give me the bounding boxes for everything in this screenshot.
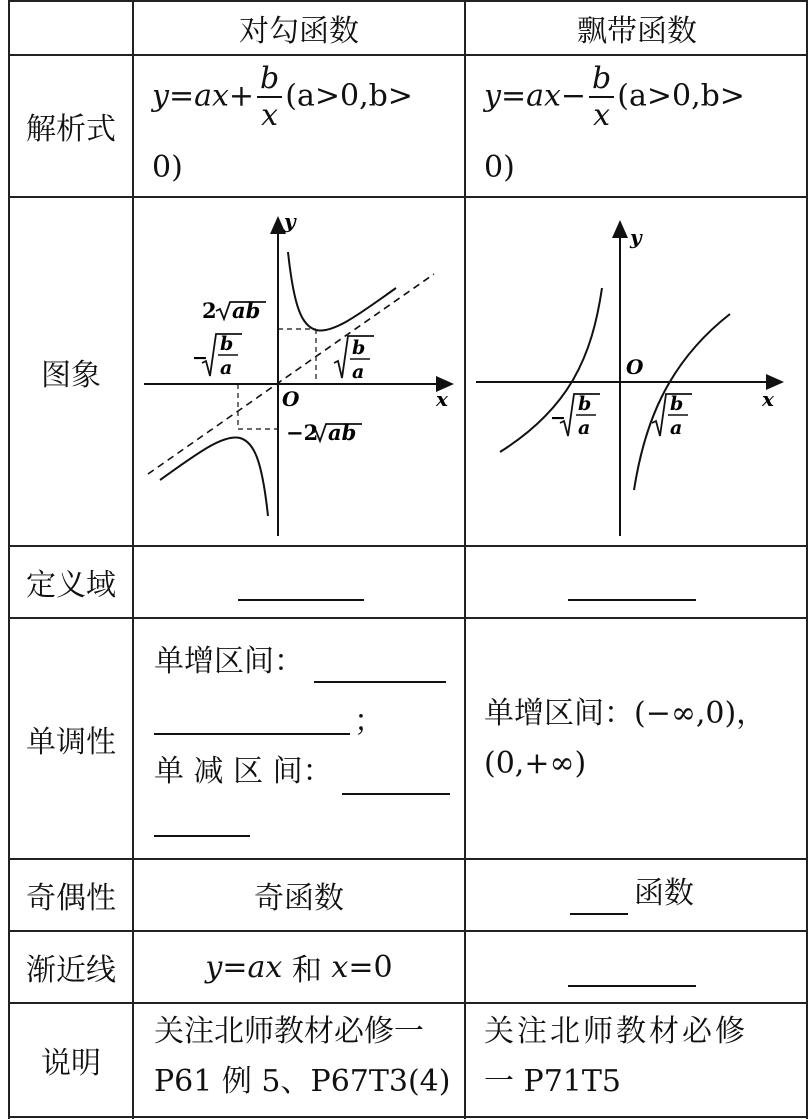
formula-col2-post: (a>0,b> <box>617 78 745 114</box>
inc-interval-blank-2 <box>154 732 350 735</box>
note-col1-line2: P61 例 5、P67T3(4) <box>154 1064 451 1099</box>
asym-y: y <box>205 949 223 985</box>
domain-col2-blank <box>568 598 696 601</box>
label-minus: − <box>550 407 566 429</box>
row-label-graph: 图象 <box>41 357 101 393</box>
x-axis-label: x <box>762 387 774 411</box>
neg-root-label <box>550 393 600 439</box>
asym-x: x <box>331 949 349 985</box>
header-col1: 对勾函数 <box>239 14 359 49</box>
row-label-parity: 奇偶性 <box>26 881 116 916</box>
monotonic-col1-dec-label: 单 减 区 间： <box>154 754 333 789</box>
sqrt-numerator: b <box>220 333 234 355</box>
ribbon-function-graph <box>466 198 806 545</box>
formula-col2 <box>484 61 745 133</box>
neg-root-label <box>192 333 242 379</box>
sqrt-numerator: b <box>352 337 366 359</box>
monotonic-col1-semicolon: ； <box>354 704 384 739</box>
formula-col1-tail: 0) <box>152 150 183 185</box>
parity-col2-blank <box>570 912 628 915</box>
parity-col1: 奇函数 <box>254 881 344 916</box>
table-border <box>806 0 808 1119</box>
fraction-denominator: x <box>593 98 611 133</box>
formula-col2-pre: y=ax− <box>484 78 587 114</box>
asymptote-col2-blank <box>568 984 696 987</box>
sqrt-denominator: a <box>220 357 233 379</box>
inc-interval-blank <box>314 680 446 683</box>
fraction-denominator: x <box>261 98 279 133</box>
label-two: 2 <box>202 298 217 323</box>
header-col2: 飘带函数 <box>577 14 697 49</box>
y-axis-label: y <box>284 209 296 233</box>
row-label-monotonic: 单调性 <box>26 724 116 760</box>
asymptote-col1 <box>134 932 464 1002</box>
pos-root-label <box>652 393 692 439</box>
note-col1-line1: 关注北师教材必修一 <box>154 1014 424 1049</box>
note-col2-line2: 一 P71T5 <box>484 1064 621 1099</box>
domain-col1-blank <box>238 598 364 601</box>
min-value-label <box>202 298 266 323</box>
origin-label: O <box>282 387 300 411</box>
row-label-asymptote: 渐近线 <box>26 953 116 988</box>
pos-root-label <box>334 336 374 383</box>
monotonic-col2-line2: (0,+∞) <box>484 746 587 781</box>
fraction-numerator: b <box>257 64 282 98</box>
left-branch-curve <box>160 438 268 516</box>
max-value-label <box>286 420 362 445</box>
asym-ax: ax <box>247 949 283 985</box>
fraction <box>257 61 282 133</box>
column-divider <box>464 0 466 1119</box>
sqrt-denominator: a <box>352 361 365 383</box>
dec-interval-blank-2 <box>154 834 250 837</box>
sqrt-denominator: a <box>670 417 683 439</box>
formula-col2-tail: 0) <box>484 150 515 185</box>
sqrt-denominator: a <box>578 417 591 439</box>
fraction <box>589 61 614 133</box>
note-col2-line1: 关注北师教材必修 <box>484 1014 748 1049</box>
row-label-note: 说明 <box>41 1046 101 1081</box>
sqrt-numerator: b <box>578 393 592 415</box>
formula-col1 <box>152 61 413 133</box>
monotonic-col1-inc-label: 单增区间： <box>154 644 304 679</box>
nike-function-graph <box>134 198 464 545</box>
monotonic-col2-line1: 单增区间：(−∞,0)， <box>484 696 767 731</box>
y-axis-label: y <box>630 225 642 249</box>
asym-eq: = <box>222 949 248 985</box>
sqrt-numerator: b <box>670 393 684 415</box>
asym-eq2: =0 <box>348 949 393 985</box>
formula-col1-pre: y=ax+ <box>152 78 255 114</box>
label-minus-two: −2 <box>286 420 319 445</box>
origin-label: O <box>626 355 644 379</box>
label-ab: ab <box>232 298 261 323</box>
parity-col2: 函数 <box>634 876 694 911</box>
row-label-formula: 解析式 <box>26 112 116 147</box>
asym-and: 和 <box>291 953 322 988</box>
row-label-domain: 定义域 <box>26 568 116 603</box>
label-ab: ab <box>328 420 357 445</box>
formula-col1-post: (a>0,b> <box>285 78 413 114</box>
dec-interval-blank <box>342 792 450 795</box>
fraction-numerator: b <box>589 64 614 98</box>
x-axis-label: x <box>436 387 448 411</box>
label-minus: − <box>192 347 208 369</box>
table-border <box>8 1116 808 1118</box>
right-branch-curve <box>288 252 396 330</box>
